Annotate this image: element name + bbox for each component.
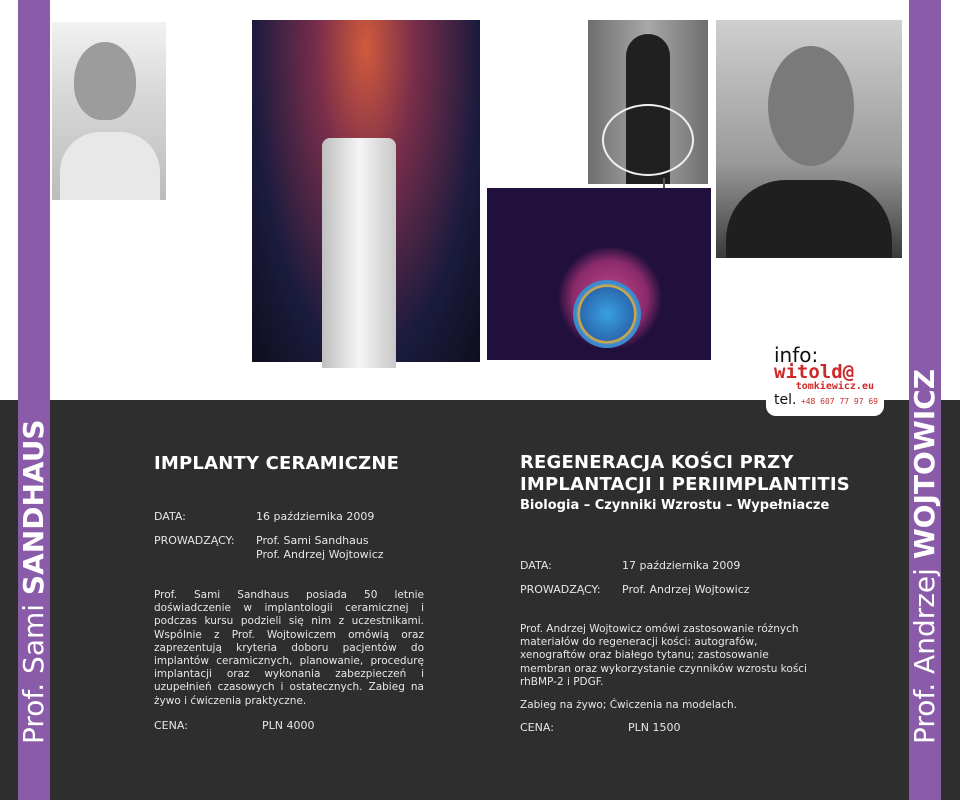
course1-price-row	[154, 719, 424, 733]
contact-email-handle[interactable]: witold@	[774, 361, 855, 383]
contact-phone	[774, 392, 876, 410]
course2-note: Zabieg na żywo; Ćwiczenia na modelach.	[520, 699, 737, 712]
course1-date-row	[154, 510, 424, 524]
course1-price-value: PLN 4000	[262, 718, 315, 732]
portrait-body-shape	[726, 180, 892, 258]
course2-lead-label: PROWADZĄCY:	[520, 583, 601, 596]
course2-price-label: CENA:	[520, 721, 554, 735]
course2-lead-row	[520, 583, 900, 597]
course1-lead-row	[154, 534, 424, 562]
left-speaker-vertical-name	[18, 344, 50, 744]
course1-lead-values	[256, 534, 384, 562]
course1-date-label: DATA:	[154, 510, 186, 523]
course2-title-line-2: IMPLANTACJI I PERIIMPLANTITIS	[520, 474, 850, 495]
course1-lead-1: Prof. Sami Sandhaus	[256, 534, 369, 547]
course1-description: Prof. Sami Sandhaus posiada 50 letnie doświadczenie w implantologii ceramicznej i podczas kursu podzieli się nim z uczestnikami. Wspólnie z Prof. Wojtowiczem omówią oraz zaprezentują kryteria doboru pacjentów do implantów ceramicznych, planowanie, procedurę implantacji oraz wykonania zabezpieczeń i uzupełnień czasowych i ostatecznych. Zabieg na żywo i ćwiczenia praktyczne.	[154, 589, 424, 707]
xray-highlight-ellipse	[602, 104, 694, 176]
course1-title: IMPLANTY CERAMICZNE	[154, 453, 400, 474]
contact-badge	[766, 342, 884, 416]
portrait-head-shape	[768, 46, 854, 166]
bone-histology-photo	[487, 188, 711, 360]
course2-title-line-1: REGENERACJA KOŚCI PRZY	[520, 452, 794, 473]
course-ceramic-implants	[154, 452, 424, 733]
left-speaker-surname: SANDHAUS	[17, 419, 50, 596]
course2-lead-value: Prof. Andrzej Wojtowicz	[622, 583, 750, 596]
course2-price-value: PLN 1500	[628, 721, 681, 735]
portrait-head-shape	[74, 42, 136, 120]
course2-description: Prof. Andrzej Wojtowicz omówi zastosowanie różnych materiałów do regeneracji kości: autografów, xenograftów oraz białego tytanu; zastosowanie membran oraz wykorzystanie czynników wzrostu kości rhBMP-2 i PDGF.	[520, 623, 807, 688]
course2-date-row	[520, 559, 900, 573]
implant-post-shape	[322, 138, 396, 368]
course1-date-value: 16 października 2009	[256, 510, 375, 523]
wojtowicz-portrait-photo	[716, 20, 902, 258]
course1-lead-label: PROWADZĄCY:	[154, 534, 235, 547]
right-speaker-vertical-name	[909, 284, 941, 744]
histology-implant-disc	[573, 280, 641, 348]
course2-title	[520, 452, 900, 496]
contact-tel-label: tel.	[774, 392, 797, 408]
contact-email-domain[interactable]: tomkiewicz.eu	[795, 381, 874, 392]
portrait-body-shape	[60, 132, 160, 200]
right-speaker-surname: WOJTOWICZ	[908, 368, 941, 560]
course1-price-label: CENA:	[154, 718, 188, 732]
sandhaus-portrait-photo	[52, 22, 166, 200]
course2-price-row	[520, 721, 900, 735]
ceramic-implant-photo	[252, 20, 480, 362]
course2-subtitle: Biologia – Czynniki Wzrostu – Wypełniacze	[520, 498, 830, 513]
contact-info-label: info:	[774, 343, 819, 367]
xray-photo	[588, 20, 708, 184]
left-speaker-first-name: Prof. Sami	[17, 595, 50, 744]
course-bone-regeneration	[520, 452, 900, 735]
right-speaker-first-name: Prof. Andrzej	[908, 559, 941, 744]
course2-date-label: DATA:	[520, 559, 552, 572]
course2-date-value: 17 października 2009	[622, 559, 741, 572]
course1-lead-2: Prof. Andrzej Wojtowicz	[256, 548, 384, 561]
contact-tel-number[interactable]: +48 607 77 97 69	[800, 397, 878, 406]
